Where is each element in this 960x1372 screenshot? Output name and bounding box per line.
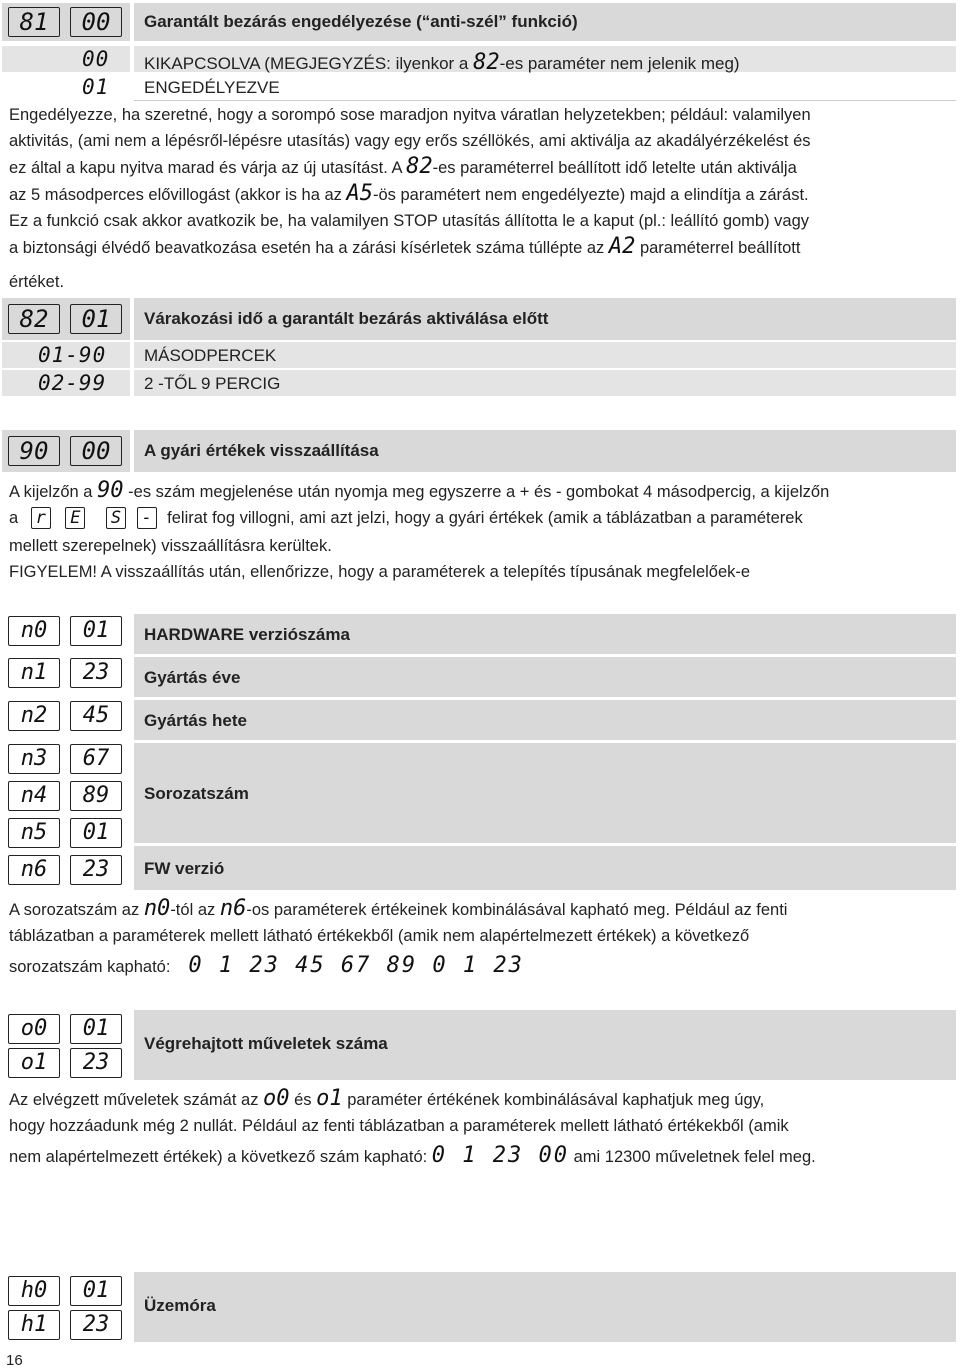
inline-code: 90 [97,478,124,503]
para-line: aktivitás, (ami nem a lépésről-lépésre utasítás) vagy egy erős széllökés, ami aktiválja az akadályérzékelést és [9,132,811,150]
option-code-cell [2,370,130,396]
label-year-cell [134,657,956,697]
section-n [0,614,960,978]
label-week-cell [134,700,956,740]
label-cell [134,1272,956,1342]
label-operations: Végrehajtott műveletek száma [144,1034,388,1053]
section-title: Garantált bezárás engedélyezése (“anti-szél” funkció) [144,12,578,31]
label-hw-cell [134,614,956,654]
para-line: táblázatban a paraméterek mellett látható értékekből (amik nem alapértelmezett értékek) a következő [9,927,750,945]
section-title: A gyári értékek visszaállítása [144,441,379,460]
section-81 [0,0,960,300]
reset-char-dash: - [137,507,157,529]
option-text: MÁSODPERCEK [144,346,277,365]
value-display: 00 [70,436,122,466]
inline-code: 82 [473,50,500,75]
operations-example-code: 0 1 23 00 [431,1143,570,1168]
code-column [2,614,130,890]
description [9,478,955,585]
para-line: nem alapértelmezett értékek) a következő szám kapható: 0 1 23 00 ami 12300 műveletnek felel meg. [9,1143,816,1168]
param-display: h1 [8,1310,60,1340]
para-line: a r E S - felirat fog villogni, ami azt jelzi, hogy a gyári értékek (amik a táblázatban a paraméterek [9,508,803,528]
header-code-cell [2,3,130,41]
value-display: 89 [70,781,122,811]
section-82 [0,298,960,398]
para-line: Ez a funkció csak akkor avatkozik be, ha valamilyen STOP utasítás állította le a kaput (pl.: leállító gomb) vagy [9,212,810,230]
label-fw-cell [134,846,956,890]
param-display: n1 [8,658,60,688]
param-display: n2 [8,701,60,731]
header-title-cell [134,298,956,340]
option-text: ENGEDÉLYEZVE [144,78,280,97]
para-line: értéket. [9,273,65,291]
section-h [0,1272,960,1346]
param-display: 90 [8,436,60,466]
option-code: 01 [82,75,110,99]
value-display: 01 [70,616,122,646]
para-line: ez által a kapu nyitva marad és várja az új utasítást. A 82-es paraméterrel beállított idő letelte után aktiválja [9,154,797,179]
description [9,102,955,295]
para-line: a biztonsági élvédő beavatkozása esetén ha a zárási kísérletek száma túllépte az A2 paraméterrel beállított [9,234,801,259]
para-line: A kijelzőn a 90 -es szám megjelenése után nyomja meg egyszerre a + és - gombokat 4 másodpercig, a kijelzőn [9,478,830,503]
inline-code: A2 [608,234,636,259]
section-90 [0,430,960,590]
serial-example-code: 0 1 23 45 67 89 0 1 23 [188,953,524,978]
header-title-cell [134,3,956,41]
header-title-cell [134,430,956,472]
description [9,896,955,980]
option-code: 01-90 [38,343,107,367]
header-code-cell [2,298,130,340]
value-display: 01 [70,304,122,334]
para-line: Az elvégzett műveletek számát az o0 és o1 paraméter értékének kombinálásával kaphatjuk meg úgy, [9,1086,765,1111]
option-text: 2 -TŐL 9 PERCIG [144,374,281,393]
inline-code: n0 [143,896,171,921]
option-code-cell [2,74,130,100]
value-display: 23 [70,1048,122,1078]
value-display: 67 [70,744,122,774]
value-display: 23 [70,1310,122,1340]
param-display: h0 [8,1276,60,1306]
para-line: A sorozatszám az n0-tól az n6-os paraméterek értékeinek kombinálásával kapható meg. Például az fenti [9,896,788,921]
label-hours: Üzemóra [144,1296,216,1315]
section-title: Várakozási idő a garantált bezárás aktiválása előtt [144,309,549,328]
value-display: 01 [70,818,122,848]
para-line: sorozatszám kapható: 0 1 23 45 67 89 0 1 23 [9,953,524,978]
label-week: Gyártás hete [144,711,247,730]
param-display: n0 [8,616,60,646]
option-code: 00 [82,47,110,71]
label-year: Gyártás éve [144,668,241,687]
option-code-cell [2,342,130,368]
option-text-cell [134,342,956,368]
reset-char-r: r [31,507,51,529]
param-display: n5 [8,818,60,848]
reset-char-e: E [65,507,85,529]
label-serial: Sorozatszám [144,784,249,803]
para-line: hogy hozzáadunk még 2 nullát. Például az fenti táblázatban a paraméterek mellett látható értékekből (amik [9,1117,789,1135]
param-display: n3 [8,744,60,774]
header-code-cell [2,430,130,472]
value-display: 23 [70,855,122,885]
param-display: n6 [8,855,60,885]
param-display: n4 [8,781,60,811]
param-display: 82 [8,304,60,334]
label-serial-cell [134,743,956,843]
value-display: 23 [70,658,122,688]
param-display: o1 [8,1048,60,1078]
value-display: 00 [70,7,122,37]
option-code-cell [2,46,130,72]
option-text-cell [134,370,956,396]
para-line: Engedélyezze, ha szeretné, hogy a sorompó sose maradjon nyitva váratlan helyzetekben; például: valamilyen [9,106,811,124]
value-display: 45 [70,701,122,731]
inline-code: 82 [406,154,433,179]
inline-code: n6 [219,896,247,921]
param-display: o0 [8,1014,60,1044]
reset-char-s: S [106,507,126,529]
option-text-cell [134,46,956,75]
label-cell [134,1010,956,1080]
option-text-cell [134,74,956,101]
param-display: 81 [8,7,60,37]
page-number: 16 [6,1352,23,1369]
para-line: mellett szerepelnek) visszaállításra kerültek. [9,537,332,555]
option-text: KIKAPCSOLVA (MEGJEGYZÉS: ilyenkor a 82-es paraméter nem jelenik meg) [144,50,740,75]
label-fw: FW verzió [144,859,225,878]
label-hw: HARDWARE verziószáma [144,625,350,644]
value-display: 01 [70,1276,122,1306]
inline-code: A5 [346,181,373,206]
para-line: az 5 másodperces elővillogást (akkor is ha az A5-ös paramétert nem engedélyezte) majd a elindítja a zárást. [9,181,809,206]
section-o [0,1010,960,1180]
para-line: FIGYELEM! A visszaállítás után, ellenőrizze, hogy a paraméterek a telepítés típusának megfelelőek-e [9,563,751,581]
value-display: 01 [70,1014,122,1044]
option-code: 02-99 [38,371,107,395]
inline-code: o0 [263,1086,290,1111]
inline-code: o1 [316,1086,343,1111]
description [9,1086,955,1170]
